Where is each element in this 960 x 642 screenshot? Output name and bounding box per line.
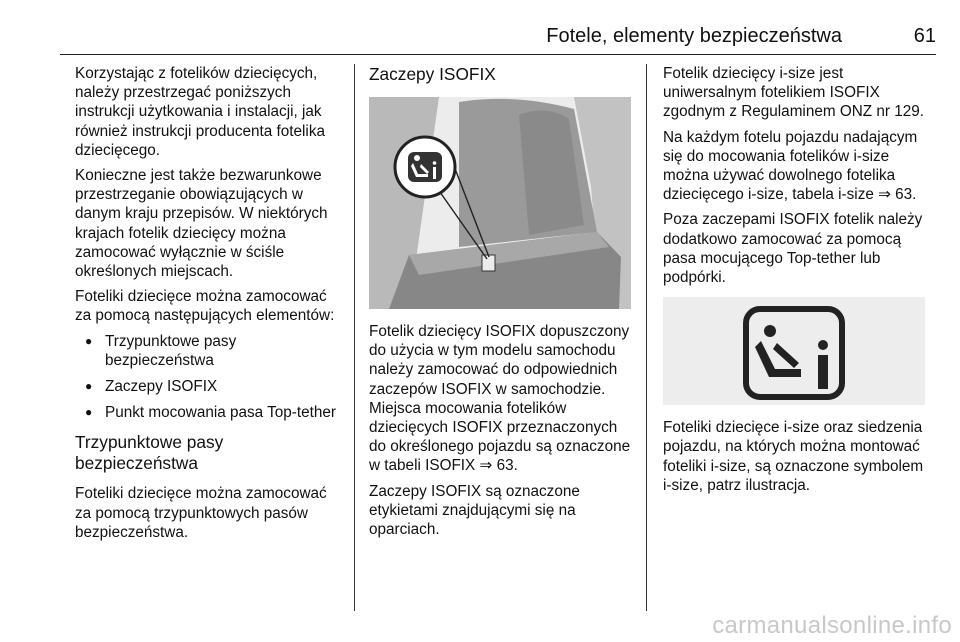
- page-title: Fotele, elementy bezpieczeństwa: [546, 25, 842, 47]
- watermark: carmanualsonline.info: [712, 612, 952, 639]
- paragraph: Poza zaczepami ISOFIX fotelik należy dodatkowo zamocować za pomocą pasa mocującego Top-tether lub podpórki.: [663, 211, 923, 287]
- paragraph: Fotelik dziecięcy ISOFIX dopuszczony do użycia w tym modelu samochodu należy zamocować do odpowiednich zaczepów ISOFIX w samochodzie. Miejsca mocowania fotelików dziecięcych ISOFIX przeznaczonych do określonego pojazdu są oznaczone w tabeli ISOFIX ⇒ 63.: [369, 323, 631, 475]
- paragraph: Na każdym fotelu pojazdu nadającym się do mocowania fotelików i-size można używać dowolnego fotelika dziecięcego i-size, tabela i-size ⇒ 63.: [663, 128, 918, 204]
- column-divider: [646, 64, 647, 611]
- page-header: [60, 20, 936, 55]
- paragraph: Zaczepy ISOFIX są oznaczone etykietami znajdującymi się na oparciach.: [369, 482, 580, 539]
- list-item: ● Punkt mocowania pasa Top-tether: [75, 403, 345, 422]
- column-left: [75, 64, 345, 548]
- bullet-list: [75, 332, 345, 423]
- column-divider: [354, 64, 355, 611]
- paragraph: Foteliki dziecięce można zamocować za pomocą następujących elementów:: [75, 288, 335, 325]
- paragraph: Foteliki dziecięce i-size oraz siedzenia pojazdu, na których można montować foteliki i-size, są oznaczone symbolem i-size, patrz ilustracja.: [663, 419, 924, 494]
- page-number: 61: [913, 25, 936, 47]
- isize-symbol-illustration: [663, 297, 925, 405]
- list-item: ● Trzypunktowe pasy bezpieczeństwa: [75, 332, 345, 370]
- column-right: [663, 64, 933, 501]
- section-heading: Trzypunktowe pasy bezpieczeństwa: [75, 432, 224, 474]
- paragraph: Konieczne jest także bezwarunkowe przestrzeganie obowiązujących w danym kraju przepisów. W niektórych krajach fotelik dziecięcy można zamocować wyłącznie w ściśle określonych miejscach.: [75, 167, 328, 281]
- paragraph: Foteliki dziecięce można zamocować za pomocą trzypunktowych pasów bezpieczeństwa.: [75, 485, 327, 541]
- isofix-seat-illustration: [369, 97, 631, 309]
- list-item: ● Zaczepy ISOFIX: [75, 377, 345, 396]
- paragraph: Fotelik dziecięcy i-size jest uniwersalnym fotelikiem ISOFIX zgodnym z Regulaminem ONZ nr 129.: [663, 65, 925, 121]
- section-heading: Zaczepy ISOFIX: [369, 64, 496, 84]
- column-middle: [369, 64, 635, 545]
- paragraph: Korzystając z fotelików dziecięcych, należy przestrzegać poniższych instrukcji użytkowania i instalacji, jak również instrukcji producenta fotelika dziecięcego.: [75, 65, 325, 159]
